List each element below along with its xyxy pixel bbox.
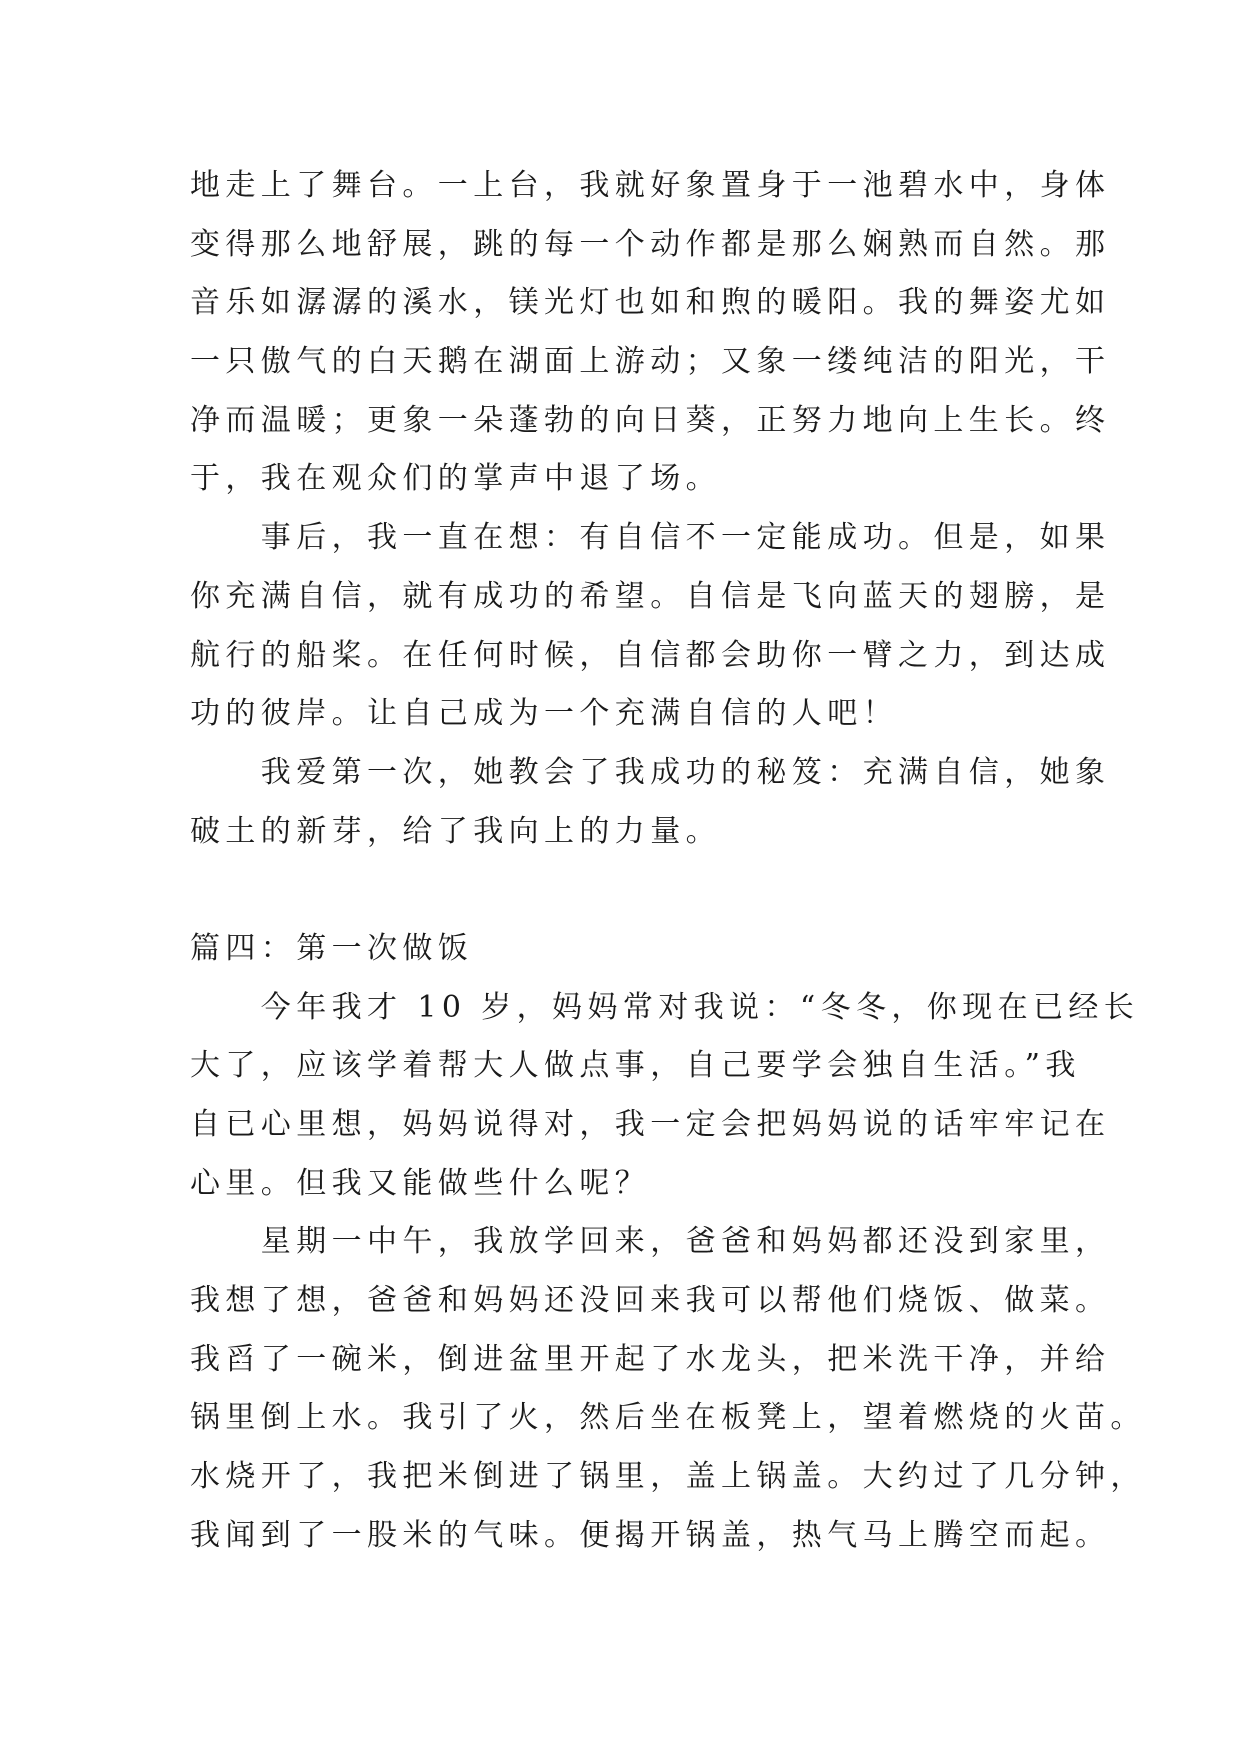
text-line: 我闻到了一股米的气味。便揭开锅盖，热气马上腾空而起。 bbox=[190, 1517, 1111, 1553]
text-line: 地走上了舞台。一上台，我就好象置身于一池碧水中，身体 bbox=[190, 168, 1111, 203]
text-line: 事后，我一直在想：有自信不一定能成功。但是，如果 bbox=[190, 520, 1111, 556]
text-line: 航行的船桨。在任何时候，自信都会助你一臂之力，到达成 bbox=[190, 637, 1111, 673]
text-line: 星期一中午，我放学回来，爸爸和妈妈都还没到家里， bbox=[190, 1224, 1111, 1260]
paragraph-gap bbox=[190, 861, 1060, 920]
text-line: 变得那么地舒展，跳的每一个动作都是那么娴熟而自然。那 bbox=[190, 226, 1111, 262]
text-line: 一只傲气的白天鹅在湖面上游动；又象一缕纯洁的阳光，干 bbox=[190, 344, 1111, 380]
text-line: 大了，应该学着帮大人做点事，自己要学会独自生活。”我 bbox=[190, 1048, 1081, 1084]
text-line: 破土的新芽，给了我向上的力量。 bbox=[190, 813, 721, 849]
text-line: 我舀了一碗米，倒进盆里开起了水龙头，把米洗干净，并给 bbox=[190, 1341, 1111, 1377]
text-line: 锅里倒上水。我引了火，然后坐在板凳上，望着燃烧的火苗。 bbox=[190, 1400, 1146, 1436]
document-body bbox=[190, 157, 1146, 1566]
text-line: 你充满自信，就有成功的希望。自信是飞向蓝天的翅膀，是 bbox=[190, 578, 1111, 614]
text-line: 今年我才 10 岁，妈妈常对我说：“冬冬，你现在已经长 bbox=[190, 989, 1140, 1025]
text-line: 水烧开了，我把米倒进了锅里，盖上锅盖。大约过了几分钟， bbox=[190, 1459, 1146, 1495]
text-line: 我想了想，爸爸和妈妈还没回来我可以帮他们烧饭、做菜。 bbox=[190, 1283, 1111, 1319]
text-line: 心里。但我又能做些什么呢？ bbox=[190, 1165, 651, 1201]
text-line: 我爱第一次，她教会了我成功的秘笈：充满自信，她象 bbox=[190, 754, 1111, 790]
section-heading: 篇四：第一次做饭 bbox=[190, 930, 474, 966]
text-line: 音乐如潺潺的溪水，镁光灯也如和煦的暖阳。我的舞姿尤如 bbox=[190, 285, 1111, 321]
text-line: 净而温暖；更象一朵蓬勃的向日葵，正努力地向上生长。终 bbox=[190, 402, 1111, 438]
text-line: 自已心里想，妈妈说得对，我一定会把妈妈说的话牢牢记在 bbox=[190, 1107, 1111, 1142]
text-line: 功的彼岸。让自己成为一个充满自信的人吧！ bbox=[190, 696, 898, 732]
text-line: 于，我在观众们的掌声中退了场。 bbox=[190, 461, 721, 497]
